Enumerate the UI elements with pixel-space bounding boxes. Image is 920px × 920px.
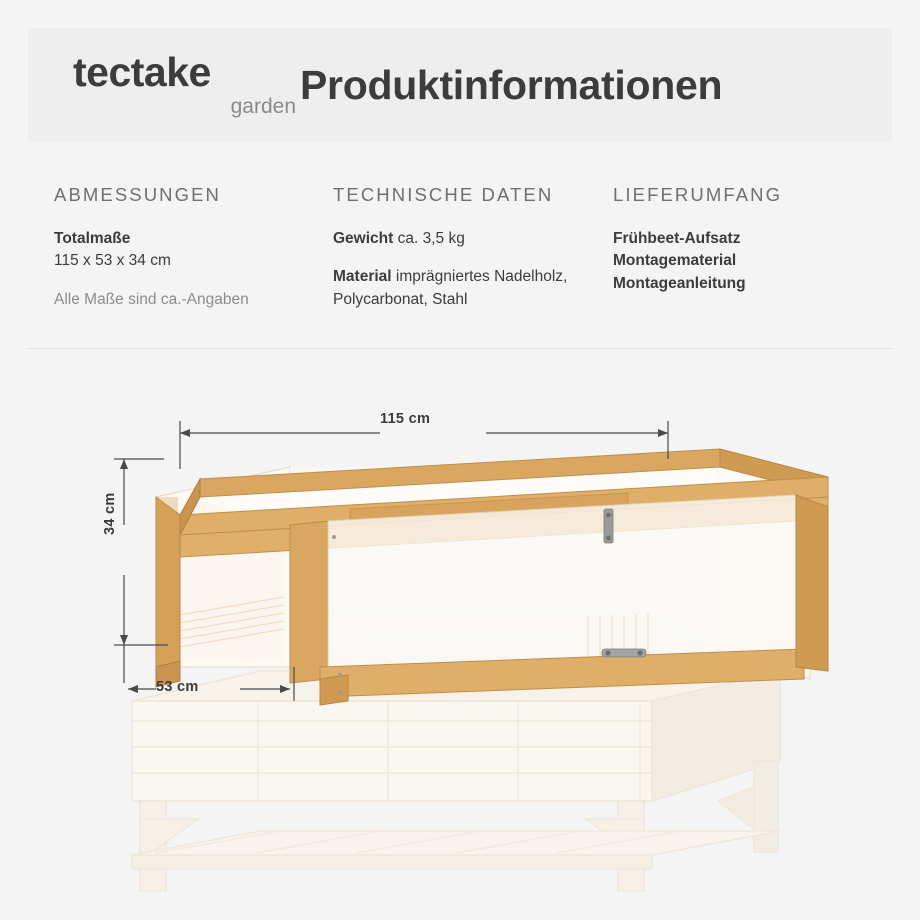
weight-row — [333, 228, 603, 250]
material-row — [333, 266, 603, 311]
scope-item-0: Frühbeet-Aufsatz — [613, 230, 741, 247]
coldframe-drawing — [28, 349, 892, 892]
dimension-label-depth: 53 cm — [156, 679, 199, 695]
total-measure-value: 115 x 53 x 34 cm — [54, 252, 171, 270]
material-value: imprägniertes Nadelholz, Polycarbonat, Stahl — [333, 268, 568, 308]
scope-item-2: Montageanleitung — [613, 274, 746, 292]
brand-subtitle: garden — [230, 94, 296, 118]
weight-value: ca. 3,5 kg — [397, 230, 465, 247]
brand-name: tectake — [73, 48, 211, 95]
product-illustration — [28, 349, 892, 892]
dimension-label-width: 115 cm — [380, 411, 431, 427]
column-dimensions — [54, 184, 324, 327]
dimensions-note: Alle Maße sind ca.-Angaben — [54, 290, 249, 308]
raised-bed-base — [132, 671, 780, 892]
weight-label: Gewicht — [333, 230, 394, 247]
scope-item-1: Montagematerial — [613, 252, 737, 270]
column-scope-heading: LIEFERUMFANG — [613, 184, 783, 205]
header-band — [28, 28, 892, 142]
info-section — [28, 142, 892, 348]
column-dimensions-heading: ABMESSUNGEN — [54, 184, 222, 205]
column-technical-heading: TECHNISCHE DATEN — [333, 184, 554, 205]
column-scope — [613, 184, 873, 311]
total-measure-label: Totalmaße — [54, 230, 131, 247]
dimension-label-height: 34 cm — [102, 492, 118, 535]
material-label: Material — [333, 268, 392, 286]
column-technical — [333, 184, 603, 327]
page-title: Produktinformationen — [300, 61, 723, 108]
total-measure — [54, 228, 324, 273]
scope-list — [613, 228, 873, 295]
brand-logo — [28, 48, 300, 118]
coldframe-body — [156, 449, 828, 705]
